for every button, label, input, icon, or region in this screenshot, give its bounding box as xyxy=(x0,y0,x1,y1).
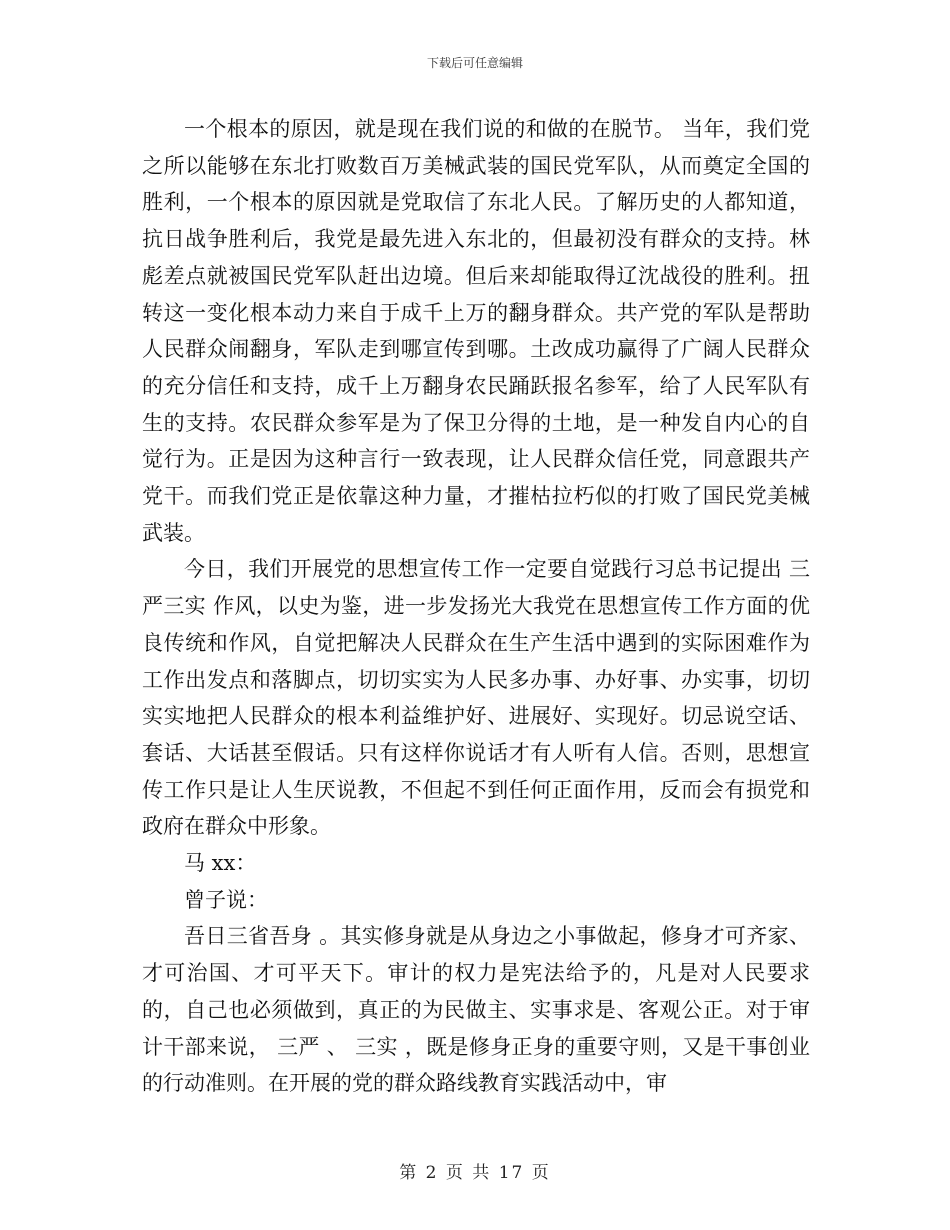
page-header-note: 下载后可任意编辑 xyxy=(426,56,523,70)
paragraph-self-cultivation: 吾日三省吾身 。其实修身就是从身边之小事做起，修身才可齐家、才可治国、才可平天下。审计的权力是宪法给予的，凡是对人民要求的，自己也必须做到，真正的为民做主、实事求是、客观公正。对于审计干部来说， 三严 、 三实 ，既是修身正身的重要守则，又是干事创业的行动准则。在开展的党的群众路线教育实践活动中，审 xyxy=(142,924,810,1096)
paragraph-speaker-name: 马 xx： xyxy=(184,851,257,876)
page-number: 第 2 页 共 17 页 xyxy=(399,1163,551,1183)
document-body xyxy=(142,111,810,1102)
paragraph-propaganda-work: 今日，我们开展党的思想宣传工作一定要自觉践行习总书记提出 三严三实 作风，以史为鉴，进一步发扬光大我党在思想宣传工作方面的优良传统和作风，自觉把解决人民群众在生产生活中遇到的实际困难作为工作出发点和落脚点，切切实实为人民多办事、办好事、办实事，切切实实地把人民群众的根本利益维护好、进展好、实现好。切忌说空话、套话、大话甚至假话。只有这样你说话才有人听有人信。否则，思想宣传工作只是让人生厌说教，不但起不到任何正面作用，反而会有损党和政府在群众中形象。 xyxy=(142,557,810,839)
paragraph-history: 一个根本的原因，就是现在我们说的和做的在脱节。 当年，我们党之所以能够在东北打败数百万美械武装的国民党军队，从而奠定全国的胜利，一个根本的原因就是党取信了东北人民。了解历史的人都知道，抗日战争胜利后，我党是最先进入东北的，但最初没有群众的支持。林彪差点就被国民党军队赶出边境。但后来却能取得辽沈战役的胜利。扭转这一变化根本动力来自于成千上万的翻身群众。共产党的军队是帮助人民群众闹翻身，军队走到哪宣传到哪。土改成功赢得了广阔人民群众的充分信任和支持，成千上万翻身农民踊跃报名参军，给了人民军队有生的支持。农民群众参军是为了保卫分得的土地，是一种发自内心的自觉行为。正是因为这种言行一致表现，让人民群众信任党，同意跟共产党干。而我们党正是依靠这种力量，才摧枯拉朽似的打败了国民党美械武装。 xyxy=(142,117,810,545)
paragraph-zengzi-intro: 曾子说： xyxy=(184,887,268,912)
